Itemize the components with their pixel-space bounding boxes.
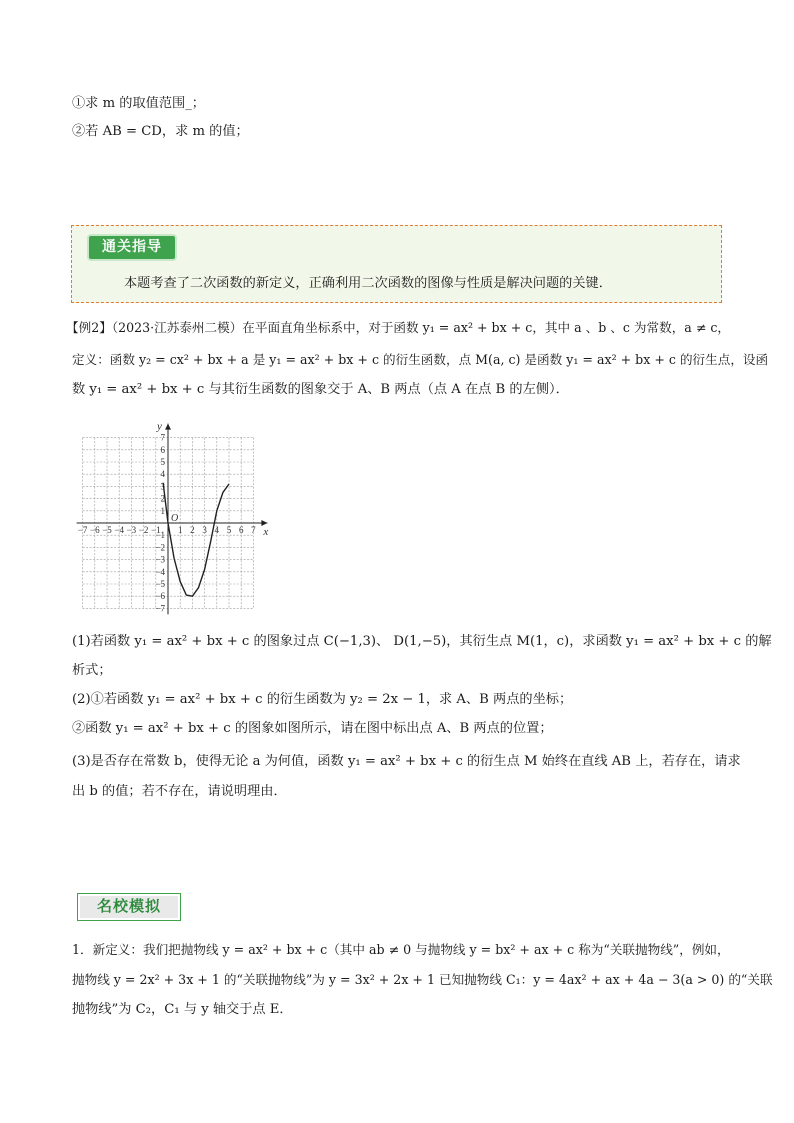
y-axis-label: y — [157, 420, 162, 433]
problem-1-line-2: 抛物线 y = 2x² + 3x + 1 的“关联抛物线”为 y = 3x² + 2x + 1 已知抛物线 C₁：y = 4ax² + ax + 4a − 3(a > 0) 的“关联 — [72, 972, 773, 987]
x-tick-label: −5 — [102, 525, 112, 535]
example-line-1: 【例2】（2023·江苏泰州二模）在平面直角坐标系中，对于函数 y₁ = ax² + bx + c，其中 a 、b 、c 为常数，a ≠ c， — [66, 320, 731, 335]
question-2-b: ②函数 y₁ = ax² + bx + c 的图象如图所示，请在图中标出点 A、B 两点的位置； — [72, 721, 553, 736]
y-tick-label: −7 — [155, 603, 165, 614]
y-tick-label: 4 — [160, 469, 165, 480]
y-tick-label: −2 — [155, 542, 165, 553]
origin-label: O — [171, 513, 179, 524]
question-3-b: 出 b 的值；若不存在，请说明理由． — [72, 784, 287, 799]
section-badge-label: 名校模拟 — [80, 896, 178, 918]
x-tick-label: 2 — [190, 525, 195, 535]
problem-1-line-1: 1．新定义：我们把抛物线 y = ax² + bx + c（其中 ab ≠ 0 与抛物线 y = bx² + ax + c 称为“关联抛物线”，例如， — [72, 942, 730, 957]
x-tick-label: 6 — [238, 525, 244, 535]
x-tick-label: 5 — [226, 525, 232, 535]
guide-text: 本题考查了二次函数的新定义，正确利用二次函数的图像与性质是解决问题的关键． — [124, 276, 612, 291]
y-tick-label: 3 — [160, 481, 165, 492]
x-tick-label: 4 — [214, 525, 220, 535]
question-3-a: (3)是否存在常数 b，使得无论 a 为何值，函数 y₁ = ax² + bx + c 的衍生点 M 始终在直线 AB 上，若存在，请求 — [72, 754, 741, 769]
y-tick-label: −4 — [155, 566, 165, 577]
x-tick-label: −1 — [151, 525, 161, 535]
y-tick-label: −3 — [155, 554, 165, 565]
y-tick-label: 6 — [160, 444, 165, 455]
section-badge — [77, 893, 181, 921]
question-m-range: ①求 m 的取值范围_； — [72, 96, 205, 111]
question-1-a: (1)若函数 y₁ = ax² + bx + c 的图象过点 C(−1,3)、 D(1,−5)，其衍生点 M(1，c)，求函数 y₁ = ax² + bx + c 的解 — [72, 634, 772, 649]
y-tick-label: −6 — [155, 591, 165, 602]
x-tick-label: −7 — [77, 525, 88, 535]
parabola-curve — [160, 481, 229, 597]
y-tick-label: −5 — [155, 579, 165, 589]
question-2-a: (2)①若函数 y₁ = ax² + bx + c 的衍生函数为 y₂ = 2x − 1，求 A、B 两点的坐标； — [72, 692, 573, 707]
y-tick-label: 7 — [160, 432, 165, 443]
example-line-2: 定义：函数 y₂ = cx² + bx + a 是 y₁ = ax² + bx + c 的衍生函数，点 M(a, c) 是函数 y₁ = ax² + bx + c 的衍生点，设函 — [72, 352, 769, 367]
question-1-b: 析式； — [72, 663, 112, 678]
guide-badge: 通关指导 — [87, 234, 177, 261]
y-tick-label: 2 — [160, 493, 165, 504]
x-tick-label: −3 — [126, 525, 137, 535]
problem-1-line-3: 抛物线”为 C₂，C₁ 与 y 轴交于点 E． — [72, 1002, 293, 1017]
x-tick-label: 1 — [177, 525, 183, 535]
x-tick-label: −2 — [138, 525, 149, 535]
x-tick-label: −4 — [114, 525, 124, 535]
x-axis-label: x — [263, 526, 269, 538]
x-tick-label: 7 — [251, 525, 256, 535]
guide-box — [71, 225, 722, 303]
y-tick-label: 5 — [160, 457, 165, 467]
y-axis-arrow — [165, 424, 171, 430]
x-tick-label: 3 — [202, 525, 207, 535]
coordinate-graph — [70, 408, 280, 620]
example-line-3: 数 y₁ = ax² + bx + c 与其衍生函数的图象交于 A、B 两点（点 A 在点 B 的左侧）． — [72, 382, 569, 397]
y-tick-label: −1 — [155, 530, 165, 541]
y-tick-label: 1 — [160, 505, 165, 516]
question-ab-cd: ②若 AB = CD，求 m 的值； — [72, 124, 249, 139]
x-tick-label: −6 — [90, 525, 100, 535]
